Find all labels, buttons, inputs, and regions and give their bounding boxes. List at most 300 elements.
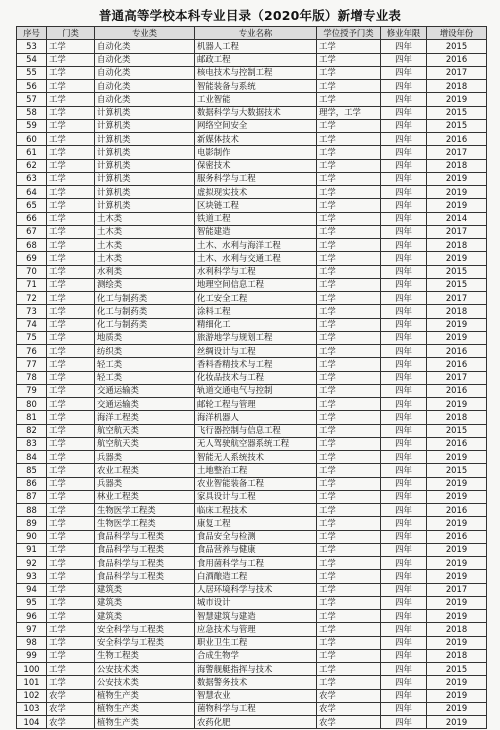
cell-index: 103 <box>17 702 47 715</box>
cell-duration: 四年 <box>381 610 427 623</box>
cell-major-name: 临床工程技术 <box>195 504 317 517</box>
cell-degree: 工学 <box>317 80 381 93</box>
table-row <box>17 424 487 437</box>
cell-degree: 工学 <box>317 331 381 344</box>
cell-major-name: 白酒酿造工程 <box>195 570 317 583</box>
cell-year-added: 2015 <box>427 464 487 477</box>
cell-year-added: 2019 <box>427 676 487 689</box>
cell-year-added: 2016 <box>427 504 487 517</box>
cell-major-name: 化工安全工程 <box>195 292 317 305</box>
cell-category: 工学 <box>47 40 95 53</box>
cell-index: 64 <box>17 186 47 199</box>
cell-duration: 四年 <box>381 689 427 702</box>
cell-year-added: 2018 <box>427 305 487 318</box>
table-row <box>17 358 487 371</box>
table-row <box>17 517 487 530</box>
cell-category: 工学 <box>47 358 95 371</box>
cell-degree: 工学 <box>317 530 381 543</box>
cell-duration: 四年 <box>381 570 427 583</box>
cell-subcategory: 交通运输类 <box>95 398 195 411</box>
cell-index: 62 <box>17 159 47 172</box>
cell-duration: 四年 <box>381 345 427 358</box>
cell-major-name: 海洋机器人 <box>195 411 317 424</box>
cell-major-name: 合成生物学 <box>195 649 317 662</box>
cell-index: 82 <box>17 424 47 437</box>
cell-category: 工学 <box>47 384 95 397</box>
cell-duration: 四年 <box>381 292 427 305</box>
cell-duration: 四年 <box>381 252 427 265</box>
cell-subcategory: 交通运输类 <box>95 384 195 397</box>
cell-index: 99 <box>17 649 47 662</box>
cell-degree: 工学 <box>317 623 381 636</box>
cell-index: 60 <box>17 133 47 146</box>
cell-subcategory: 建筑类 <box>95 610 195 623</box>
cell-major-name: 香料香精技术与工程 <box>195 358 317 371</box>
cell-subcategory: 自动化类 <box>95 40 195 53</box>
cell-index: 57 <box>17 93 47 106</box>
cell-index: 96 <box>17 610 47 623</box>
cell-category: 工学 <box>47 570 95 583</box>
cell-category: 工学 <box>47 504 95 517</box>
table-header-row <box>17 27 487 40</box>
cell-category: 工学 <box>47 490 95 503</box>
cell-duration: 四年 <box>381 93 427 106</box>
cell-index: 94 <box>17 583 47 596</box>
cell-index: 80 <box>17 398 47 411</box>
cell-degree: 工学 <box>317 384 381 397</box>
cell-degree: 工学 <box>317 265 381 278</box>
cell-major-name: 智能建造 <box>195 225 317 238</box>
cell-year-added: 2019 <box>427 398 487 411</box>
cell-degree: 工学 <box>317 119 381 132</box>
cell-major-name: 新媒体技术 <box>195 133 317 146</box>
cell-degree: 工学 <box>317 172 381 185</box>
cell-duration: 四年 <box>381 543 427 556</box>
cell-category: 工学 <box>47 411 95 424</box>
cell-index: 73 <box>17 305 47 318</box>
table-row <box>17 172 487 185</box>
cell-year-added: 2015 <box>427 424 487 437</box>
cell-degree: 工学 <box>317 133 381 146</box>
cell-year-added: 2016 <box>427 133 487 146</box>
cell-category: 工学 <box>47 212 95 225</box>
cell-duration: 四年 <box>381 477 427 490</box>
cell-category: 工学 <box>47 172 95 185</box>
cell-subcategory: 计算机类 <box>95 146 195 159</box>
table-row <box>17 252 487 265</box>
cell-index: 67 <box>17 225 47 238</box>
cell-category: 工学 <box>47 517 95 530</box>
cell-year-added: 2019 <box>427 93 487 106</box>
cell-index: 101 <box>17 676 47 689</box>
cell-category: 工学 <box>47 119 95 132</box>
cell-degree: 工学 <box>317 66 381 79</box>
table-row <box>17 543 487 556</box>
cell-major-name: 智能装备与系统 <box>195 80 317 93</box>
cell-major-name: 土木、水利与交通工程 <box>195 252 317 265</box>
cell-category: 工学 <box>47 437 95 450</box>
cell-subcategory: 水利类 <box>95 265 195 278</box>
cell-degree: 工学 <box>317 464 381 477</box>
cell-subcategory: 土木类 <box>95 252 195 265</box>
cell-major-name: 旅游地学与规划工程 <box>195 331 317 344</box>
cell-duration: 四年 <box>381 384 427 397</box>
cell-degree: 工学 <box>317 358 381 371</box>
cell-subcategory: 土木类 <box>95 239 195 252</box>
cell-degree: 工学 <box>317 636 381 649</box>
cell-category: 工学 <box>47 292 95 305</box>
cell-year-added: 2016 <box>427 437 487 450</box>
cell-index: 81 <box>17 411 47 424</box>
cell-major-name: 职业卫生工程 <box>195 636 317 649</box>
cell-major-name: 轨道交通电气与控制 <box>195 384 317 397</box>
cell-major-name: 地理空间信息工程 <box>195 278 317 291</box>
cell-category: 工学 <box>47 225 95 238</box>
cell-duration: 四年 <box>381 318 427 331</box>
table-row <box>17 610 487 623</box>
cell-subcategory: 计算机类 <box>95 106 195 119</box>
cell-category: 工学 <box>47 239 95 252</box>
cell-major-name: 智慧建筑与建造 <box>195 610 317 623</box>
table-row <box>17 265 487 278</box>
cell-duration: 四年 <box>381 530 427 543</box>
table-row <box>17 159 487 172</box>
cell-degree: 工学 <box>317 398 381 411</box>
cell-degree: 工学 <box>317 424 381 437</box>
cell-major-name: 网络空间安全 <box>195 119 317 132</box>
cell-subcategory: 计算机类 <box>95 199 195 212</box>
header-degree: 学位授予门类 <box>317 27 381 40</box>
cell-year-added: 2017 <box>427 292 487 305</box>
cell-subcategory: 公安技术类 <box>95 663 195 676</box>
cell-index: 100 <box>17 663 47 676</box>
cell-year-added: 2019 <box>427 318 487 331</box>
cell-year-added: 2015 <box>427 119 487 132</box>
cell-degree: 工学 <box>317 93 381 106</box>
cell-year-added: 2019 <box>427 451 487 464</box>
cell-subcategory: 食品科学与工程类 <box>95 543 195 556</box>
table-row <box>17 636 487 649</box>
cell-year-added: 2019 <box>427 543 487 556</box>
cell-subcategory: 建筑类 <box>95 596 195 609</box>
cell-major-name: 保密技术 <box>195 159 317 172</box>
cell-index: 61 <box>17 146 47 159</box>
cell-index: 77 <box>17 358 47 371</box>
table-row <box>17 623 487 636</box>
cell-duration: 四年 <box>381 437 427 450</box>
cell-index: 98 <box>17 636 47 649</box>
cell-category: 工学 <box>47 676 95 689</box>
cell-degree: 农学 <box>317 716 381 729</box>
cell-major-name: 家具设计与工程 <box>195 490 317 503</box>
cell-duration: 四年 <box>381 186 427 199</box>
cell-year-added: 2014 <box>427 212 487 225</box>
cell-index: 70 <box>17 265 47 278</box>
cell-subcategory: 航空航天类 <box>95 424 195 437</box>
cell-duration: 四年 <box>381 106 427 119</box>
cell-year-added: 2015 <box>427 106 487 119</box>
cell-subcategory: 兵器类 <box>95 451 195 464</box>
cell-degree: 工学 <box>317 676 381 689</box>
cell-year-added: 2018 <box>427 649 487 662</box>
cell-duration: 四年 <box>381 278 427 291</box>
cell-major-name: 无人驾驶航空器系统工程 <box>195 437 317 450</box>
cell-year-added: 2018 <box>427 411 487 424</box>
cell-index: 90 <box>17 530 47 543</box>
cell-category: 工学 <box>47 53 95 66</box>
cell-category: 工学 <box>47 583 95 596</box>
header-subcategory: 专业类 <box>95 27 195 40</box>
table-row <box>17 305 487 318</box>
cell-duration: 四年 <box>381 490 427 503</box>
cell-degree: 工学 <box>317 186 381 199</box>
table-row <box>17 40 487 53</box>
cell-index: 63 <box>17 172 47 185</box>
table-row <box>17 530 487 543</box>
cell-category: 工学 <box>47 663 95 676</box>
cell-major-name: 农业智能装备工程 <box>195 477 317 490</box>
cell-index: 54 <box>17 53 47 66</box>
cell-subcategory: 安全科学与工程类 <box>95 636 195 649</box>
cell-year-added: 2016 <box>427 384 487 397</box>
cell-subcategory: 计算机类 <box>95 133 195 146</box>
cell-category: 工学 <box>47 557 95 570</box>
cell-year-added: 2017 <box>427 225 487 238</box>
cell-duration: 四年 <box>381 212 427 225</box>
table-row <box>17 53 487 66</box>
header-year-added: 增设年份 <box>427 27 487 40</box>
cell-year-added: 2019 <box>427 517 487 530</box>
cell-degree: 工学 <box>317 477 381 490</box>
cell-category: 工学 <box>47 199 95 212</box>
cell-index: 56 <box>17 80 47 93</box>
table-row <box>17 702 487 715</box>
cell-index: 65 <box>17 199 47 212</box>
cell-major-name: 食品营养与健康 <box>195 543 317 556</box>
cell-major-name: 铁道工程 <box>195 212 317 225</box>
cell-duration: 四年 <box>381 40 427 53</box>
cell-subcategory: 自动化类 <box>95 93 195 106</box>
cell-degree: 工学 <box>317 146 381 159</box>
cell-subcategory: 公安技术类 <box>95 676 195 689</box>
cell-subcategory: 生物医学工程类 <box>95 517 195 530</box>
cell-subcategory: 计算机类 <box>95 159 195 172</box>
cell-duration: 四年 <box>381 225 427 238</box>
table-row <box>17 583 487 596</box>
cell-year-added: 2019 <box>427 596 487 609</box>
cell-index: 76 <box>17 345 47 358</box>
table-row <box>17 239 487 252</box>
cell-year-added: 2019 <box>427 199 487 212</box>
cell-subcategory: 轻工类 <box>95 358 195 371</box>
cell-index: 59 <box>17 119 47 132</box>
cell-year-added: 2015 <box>427 40 487 53</box>
cell-category: 工学 <box>47 371 95 384</box>
cell-year-added: 2015 <box>427 663 487 676</box>
cell-index: 89 <box>17 517 47 530</box>
cell-major-name: 食品安全与检测 <box>195 530 317 543</box>
table-row <box>17 292 487 305</box>
cell-major-name: 邮政工程 <box>195 53 317 66</box>
cell-year-added: 2015 <box>427 278 487 291</box>
table-row <box>17 278 487 291</box>
cell-index: 104 <box>17 716 47 729</box>
cell-category: 工学 <box>47 424 95 437</box>
cell-index: 55 <box>17 66 47 79</box>
cell-category: 农学 <box>47 689 95 702</box>
cell-degree: 工学 <box>317 649 381 662</box>
cell-duration: 四年 <box>381 53 427 66</box>
cell-major-name: 核电技术与控制工程 <box>195 66 317 79</box>
cell-degree: 工学 <box>317 278 381 291</box>
cell-major-name: 水利科学与工程 <box>195 265 317 278</box>
table-row <box>17 596 487 609</box>
cell-duration: 四年 <box>381 371 427 384</box>
table-row <box>17 398 487 411</box>
table-row <box>17 93 487 106</box>
cell-major-name: 精细化工 <box>195 318 317 331</box>
cell-index: 74 <box>17 318 47 331</box>
cell-major-name: 食用菌科学与工程 <box>195 557 317 570</box>
cell-category: 工学 <box>47 530 95 543</box>
cell-category: 工学 <box>47 398 95 411</box>
table-row <box>17 199 487 212</box>
cell-category: 工学 <box>47 610 95 623</box>
cell-year-added: 2017 <box>427 583 487 596</box>
cell-duration: 四年 <box>381 517 427 530</box>
cell-index: 78 <box>17 371 47 384</box>
cell-major-name: 智慧农业 <box>195 689 317 702</box>
cell-index: 91 <box>17 543 47 556</box>
cell-degree: 工学 <box>317 663 381 676</box>
cell-subcategory: 食品科学与工程类 <box>95 530 195 543</box>
cell-duration: 四年 <box>381 649 427 662</box>
cell-subcategory: 农业工程类 <box>95 464 195 477</box>
table-row <box>17 80 487 93</box>
cell-degree: 工学 <box>317 504 381 517</box>
cell-year-added: 2019 <box>427 477 487 490</box>
cell-subcategory: 食品科学与工程类 <box>95 570 195 583</box>
cell-index: 53 <box>17 40 47 53</box>
cell-subcategory: 植物生产类 <box>95 702 195 715</box>
table-row <box>17 212 487 225</box>
cell-duration: 四年 <box>381 623 427 636</box>
cell-index: 102 <box>17 689 47 702</box>
cell-major-name: 土地整治工程 <box>195 464 317 477</box>
cell-duration: 四年 <box>381 451 427 464</box>
cell-duration: 四年 <box>381 663 427 676</box>
cell-subcategory: 化工与制药类 <box>95 305 195 318</box>
cell-category: 工学 <box>47 345 95 358</box>
cell-index: 72 <box>17 292 47 305</box>
cell-degree: 工学 <box>317 411 381 424</box>
cell-degree: 工学 <box>317 40 381 53</box>
cell-year-added: 2019 <box>427 716 487 729</box>
header-index: 序号 <box>17 27 47 40</box>
cell-index: 68 <box>17 239 47 252</box>
cell-degree: 工学 <box>317 583 381 596</box>
cell-duration: 四年 <box>381 172 427 185</box>
cell-major-name: 飞行器控制与信息工程 <box>195 424 317 437</box>
cell-subcategory: 植物生产类 <box>95 689 195 702</box>
cell-year-added: 2018 <box>427 159 487 172</box>
cell-duration: 四年 <box>381 305 427 318</box>
cell-degree: 工学 <box>317 610 381 623</box>
table-row <box>17 716 487 729</box>
header-major-name: 专业名称 <box>195 27 317 40</box>
cell-year-added: 2019 <box>427 557 487 570</box>
cell-major-name: 康复工程 <box>195 517 317 530</box>
cell-index: 79 <box>17 384 47 397</box>
cell-category: 工学 <box>47 66 95 79</box>
cell-subcategory: 生物医学工程类 <box>95 504 195 517</box>
cell-category: 工学 <box>47 331 95 344</box>
cell-major-name: 区块链工程 <box>195 199 317 212</box>
cell-year-added: 2019 <box>427 689 487 702</box>
cell-degree: 工学 <box>317 345 381 358</box>
cell-major-name: 机器人工程 <box>195 40 317 53</box>
cell-subcategory: 食品科学与工程类 <box>95 557 195 570</box>
cell-category: 工学 <box>47 464 95 477</box>
cell-duration: 四年 <box>381 398 427 411</box>
cell-degree: 工学 <box>317 451 381 464</box>
cell-degree: 工学 <box>317 371 381 384</box>
cell-category: 工学 <box>47 278 95 291</box>
cell-year-added: 2016 <box>427 345 487 358</box>
cell-degree: 工学 <box>317 159 381 172</box>
cell-degree: 农学 <box>317 702 381 715</box>
cell-category: 工学 <box>47 451 95 464</box>
cell-subcategory: 自动化类 <box>95 53 195 66</box>
cell-year-added: 2018 <box>427 80 487 93</box>
cell-degree: 工学 <box>317 517 381 530</box>
table-row <box>17 676 487 689</box>
cell-duration: 四年 <box>381 424 427 437</box>
cell-index: 75 <box>17 331 47 344</box>
header-duration: 修业年限 <box>381 27 427 40</box>
cell-subcategory: 林业工程类 <box>95 490 195 503</box>
table-row <box>17 345 487 358</box>
cell-index: 87 <box>17 490 47 503</box>
cell-major-name: 丝绸设计与工程 <box>195 345 317 358</box>
cell-degree: 工学 <box>317 252 381 265</box>
cell-major-name: 服务科学与工程 <box>195 172 317 185</box>
cell-index: 84 <box>17 451 47 464</box>
cell-duration: 四年 <box>381 636 427 649</box>
cell-degree: 工学 <box>317 53 381 66</box>
cell-category: 工学 <box>47 93 95 106</box>
cell-year-added: 2018 <box>427 239 487 252</box>
cell-duration: 四年 <box>381 66 427 79</box>
cell-degree: 农学 <box>317 689 381 702</box>
cell-major-name: 农药化肥 <box>195 716 317 729</box>
cell-subcategory: 植物生产类 <box>95 716 195 729</box>
cell-subcategory: 测绘类 <box>95 278 195 291</box>
cell-index: 71 <box>17 278 47 291</box>
table-row <box>17 689 487 702</box>
cell-index: 69 <box>17 252 47 265</box>
cell-duration: 四年 <box>381 239 427 252</box>
cell-major-name: 数据警务技术 <box>195 676 317 689</box>
cell-category: 工学 <box>47 186 95 199</box>
cell-subcategory: 生物工程类 <box>95 649 195 662</box>
cell-duration: 四年 <box>381 557 427 570</box>
table-row <box>17 437 487 450</box>
cell-index: 83 <box>17 437 47 450</box>
cell-duration: 四年 <box>381 159 427 172</box>
cell-degree: 工学 <box>317 212 381 225</box>
cell-index: 95 <box>17 596 47 609</box>
